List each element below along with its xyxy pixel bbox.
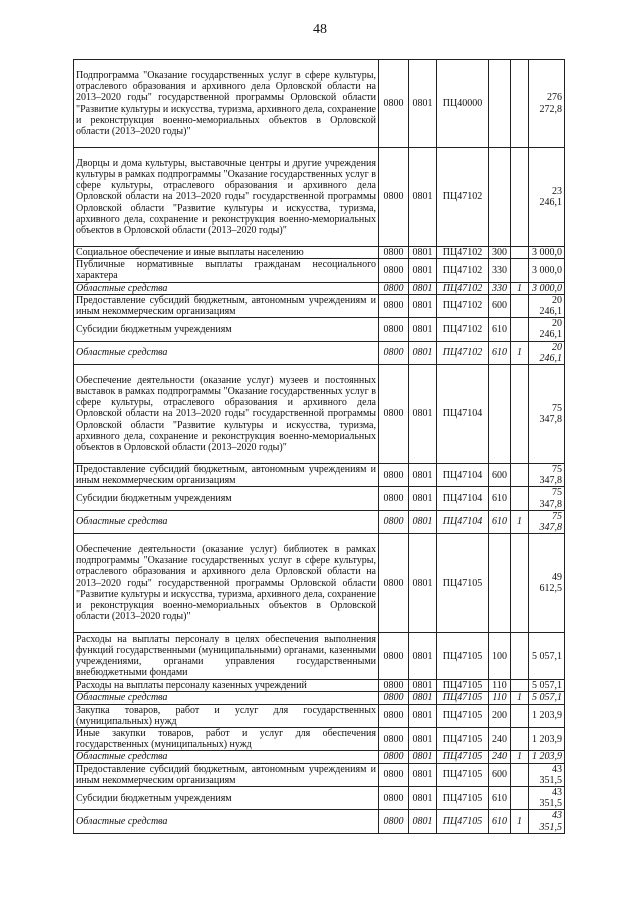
row-department-code: 0800 [379, 247, 409, 259]
table-row [74, 810, 565, 833]
row-section-code: 0801 [409, 247, 437, 259]
row-description: Областные средства [74, 751, 379, 763]
row-amount: 3 000,0 [529, 259, 565, 282]
row-target-code: ПЦ47105 [437, 763, 489, 786]
row-target-code: ПЦ47105 [437, 680, 489, 692]
row-department-code: 0800 [379, 259, 409, 282]
row-target-code: ПЦ47104 [437, 365, 489, 464]
row-expense-type-code: 200 [489, 704, 511, 727]
table-row [74, 464, 565, 487]
row-department-code: 0800 [379, 148, 409, 247]
row-section-code: 0801 [409, 787, 437, 810]
row-target-code: ПЦ40000 [437, 60, 489, 148]
row-department-code: 0800 [379, 704, 409, 727]
row-amount: 43 351,5 [529, 810, 565, 833]
row-source-code [511, 259, 529, 282]
row-target-code: ПЦ47102 [437, 259, 489, 282]
row-section-code: 0801 [409, 728, 437, 751]
row-expense-type-code: 600 [489, 763, 511, 786]
row-description: Публичные нормативные выплаты гражданам несоциального характера [74, 259, 379, 282]
row-expense-type-code: 610 [489, 810, 511, 833]
row-section-code: 0801 [409, 60, 437, 148]
row-description: Областные средства [74, 282, 379, 294]
row-expense-type-code: 100 [489, 633, 511, 680]
row-description: Областные средства [74, 510, 379, 533]
row-source-code [511, 487, 529, 510]
row-source-code: 1 [511, 510, 529, 533]
row-target-code: ПЦ47104 [437, 510, 489, 533]
table-row [74, 60, 565, 148]
row-expense-type-code: 610 [489, 787, 511, 810]
row-department-code: 0800 [379, 341, 409, 364]
row-target-code: ПЦ47102 [437, 148, 489, 247]
row-amount: 1 203,9 [529, 704, 565, 727]
row-department-code: 0800 [379, 294, 409, 317]
budget-table-body [74, 60, 565, 834]
row-expense-type-code: 600 [489, 464, 511, 487]
row-amount: 276 272,8 [529, 60, 565, 148]
row-description: Субсидии бюджетным учреждениям [74, 487, 379, 510]
row-source-code [511, 60, 529, 148]
row-expense-type-code [489, 534, 511, 633]
row-section-code: 0801 [409, 510, 437, 533]
budget-table [73, 59, 565, 834]
table-row [74, 534, 565, 633]
row-expense-type-code: 240 [489, 728, 511, 751]
row-department-code: 0800 [379, 633, 409, 680]
row-source-code [511, 680, 529, 692]
row-section-code: 0801 [409, 704, 437, 727]
row-amount: 1 203,9 [529, 728, 565, 751]
row-amount: 43 351,5 [529, 763, 565, 786]
row-target-code: ПЦ47102 [437, 294, 489, 317]
row-target-code: ПЦ47105 [437, 810, 489, 833]
row-section-code: 0801 [409, 318, 437, 341]
row-department-code: 0800 [379, 318, 409, 341]
row-source-code [511, 763, 529, 786]
row-amount: 20 246,1 [529, 341, 565, 364]
row-description: Социальное обеспечение и иные выплаты населению [74, 247, 379, 259]
row-expense-type-code [489, 60, 511, 148]
row-description: Предоставление субсидий бюджетным, автономным учреждениям и иным некоммерческим организациям [74, 294, 379, 317]
row-amount: 75 347,8 [529, 365, 565, 464]
table-row [74, 487, 565, 510]
row-description: Предоставление субсидий бюджетным, автономным учреждениям и иным некоммерческим организациям [74, 763, 379, 786]
row-target-code: ПЦ47105 [437, 692, 489, 704]
row-expense-type-code: 610 [489, 510, 511, 533]
row-description: Закупка товаров, работ и услуг для государственных (муниципальных) нужд [74, 704, 379, 727]
row-source-code: 1 [511, 751, 529, 763]
row-amount: 49 612,5 [529, 534, 565, 633]
row-department-code: 0800 [379, 60, 409, 148]
row-description: Дворцы и дома культуры, выставочные центры и другие учреждения культуры в рамках подпрограммы "Оказание государственных услуг в сфере культуры, отраслевого образования и архивного дела Орловской области на 2013–2020 годы" государственной программы Орловской области "Развитие культуры и искусства, туризма, архивного дела, сохранение и реконструкция военно-мемориальных объектов в Орловской области (2013–2020 годы)" [74, 148, 379, 247]
row-description: Областные средства [74, 341, 379, 364]
row-amount: 43 351,5 [529, 787, 565, 810]
row-department-code: 0800 [379, 487, 409, 510]
row-amount: 5 057,1 [529, 692, 565, 704]
row-department-code: 0800 [379, 787, 409, 810]
row-expense-type-code [489, 365, 511, 464]
table-row [74, 365, 565, 464]
row-section-code: 0801 [409, 534, 437, 633]
row-amount: 23 246,1 [529, 148, 565, 247]
table-row [74, 763, 565, 786]
row-description: Расходы на выплаты персоналу казенных учреждений [74, 680, 379, 692]
row-description: Обеспечение деятельности (оказание услуг) библиотек в рамках подпрограммы "Оказание государственных услуг в сфере культуры, отраслевого образования и архивного дела Орловской области на 2013–2020 годы" государственной программы Орловской области "Развитие культуры и искусства, туризма, архивного дела, сохранение и реконструкция военно-мемориальных объектов в Орловской области (2013–2020 годы)" [74, 534, 379, 633]
row-department-code: 0800 [379, 510, 409, 533]
row-expense-type-code: 300 [489, 247, 511, 259]
row-expense-type-code [489, 148, 511, 247]
table-row [74, 692, 565, 704]
row-source-code [511, 148, 529, 247]
row-source-code: 1 [511, 282, 529, 294]
row-expense-type-code: 240 [489, 751, 511, 763]
row-target-code: ПЦ47105 [437, 751, 489, 763]
table-row [74, 247, 565, 259]
row-source-code [511, 247, 529, 259]
row-description: Областные средства [74, 810, 379, 833]
row-description: Предоставление субсидий бюджетным, автономным учреждениям и иным некоммерческим организациям [74, 464, 379, 487]
row-amount: 75 347,8 [529, 510, 565, 533]
row-department-code: 0800 [379, 464, 409, 487]
row-target-code: ПЦ47105 [437, 787, 489, 810]
row-source-code [511, 728, 529, 751]
table-row [74, 318, 565, 341]
row-expense-type-code: 610 [489, 341, 511, 364]
row-department-code: 0800 [379, 810, 409, 833]
row-description: Субсидии бюджетным учреждениям [74, 318, 379, 341]
row-source-code [511, 633, 529, 680]
row-section-code: 0801 [409, 810, 437, 833]
row-target-code: ПЦ47105 [437, 534, 489, 633]
table-row [74, 282, 565, 294]
row-source-code: 1 [511, 692, 529, 704]
row-expense-type-code: 110 [489, 680, 511, 692]
table-row [74, 680, 565, 692]
row-amount: 5 057,1 [529, 680, 565, 692]
row-target-code: ПЦ47104 [437, 464, 489, 487]
row-target-code: ПЦ47102 [437, 318, 489, 341]
row-department-code: 0800 [379, 692, 409, 704]
page-number: 48 [313, 22, 327, 37]
row-section-code: 0801 [409, 294, 437, 317]
row-section-code: 0801 [409, 365, 437, 464]
row-department-code: 0800 [379, 534, 409, 633]
row-department-code: 0800 [379, 282, 409, 294]
row-source-code [511, 704, 529, 727]
row-target-code: ПЦ47105 [437, 704, 489, 727]
row-target-code: ПЦ47105 [437, 728, 489, 751]
table-row [74, 148, 565, 247]
row-target-code: ПЦ47102 [437, 282, 489, 294]
row-amount: 75 347,8 [529, 464, 565, 487]
row-section-code: 0801 [409, 487, 437, 510]
row-description: Иные закупки товаров, работ и услуг для обеспечения государственных (муниципальных) нужд [74, 728, 379, 751]
table-row [74, 728, 565, 751]
row-source-code [511, 787, 529, 810]
row-expense-type-code: 600 [489, 294, 511, 317]
row-target-code: ПЦ47102 [437, 341, 489, 364]
row-expense-type-code: 610 [489, 318, 511, 341]
row-expense-type-code: 610 [489, 487, 511, 510]
table-row [74, 259, 565, 282]
row-amount: 20 246,1 [529, 294, 565, 317]
row-department-code: 0800 [379, 751, 409, 763]
table-row [74, 294, 565, 317]
row-section-code: 0801 [409, 633, 437, 680]
row-description: Расходы на выплаты персоналу в целях обеспечения выполнения функций государственными (муниципальными) органами, казенными учреждениями, органами управления государственными внебюджетными фондами [74, 633, 379, 680]
row-expense-type-code: 110 [489, 692, 511, 704]
row-section-code: 0801 [409, 148, 437, 247]
row-department-code: 0800 [379, 763, 409, 786]
row-source-code [511, 534, 529, 633]
row-department-code: 0800 [379, 680, 409, 692]
row-amount: 1 203,9 [529, 751, 565, 763]
row-department-code: 0800 [379, 365, 409, 464]
row-target-code: ПЦ47105 [437, 633, 489, 680]
row-section-code: 0801 [409, 763, 437, 786]
row-amount: 5 057,1 [529, 633, 565, 680]
row-description: Подпрограмма "Оказание государственных услуг в сфере культуры, отраслевого образования и архивного дела Орловской области на 2013–2020 годы" государственной программы Орловской области "Развитие культуры и искусства, туризма, архивного дела, сохранение и реконструкция военно-мемориальных объектов в Орловской области (2013–2020 годы)" [74, 60, 379, 148]
row-source-code: 1 [511, 810, 529, 833]
row-section-code: 0801 [409, 464, 437, 487]
row-section-code: 0801 [409, 282, 437, 294]
row-source-code: 1 [511, 341, 529, 364]
row-section-code: 0801 [409, 692, 437, 704]
row-section-code: 0801 [409, 341, 437, 364]
row-description: Субсидии бюджетным учреждениям [74, 787, 379, 810]
table-row [74, 510, 565, 533]
row-source-code [511, 294, 529, 317]
table-row [74, 787, 565, 810]
row-department-code: 0800 [379, 728, 409, 751]
row-section-code: 0801 [409, 680, 437, 692]
table-row [74, 704, 565, 727]
row-amount: 3 000,0 [529, 282, 565, 294]
table-row [74, 633, 565, 680]
row-source-code [511, 318, 529, 341]
row-amount: 3 000,0 [529, 247, 565, 259]
row-amount: 75 347,8 [529, 487, 565, 510]
row-source-code [511, 365, 529, 464]
row-amount: 20 246,1 [529, 318, 565, 341]
table-row [74, 751, 565, 763]
row-section-code: 0801 [409, 259, 437, 282]
table-row [74, 341, 565, 364]
row-expense-type-code: 330 [489, 259, 511, 282]
row-source-code [511, 464, 529, 487]
row-description: Областные средства [74, 692, 379, 704]
row-section-code: 0801 [409, 751, 437, 763]
row-expense-type-code: 330 [489, 282, 511, 294]
row-target-code: ПЦ47102 [437, 247, 489, 259]
row-target-code: ПЦ47104 [437, 487, 489, 510]
row-description: Обеспечение деятельности (оказание услуг) музеев и постоянных выставок в рамках подпрограммы "Оказание государственных услуг в сфере культуры, отраслевого образования и архивного дела Орловской области на 2013–2020 годы" государственной программы Орловской области "Развитие культуры и искусства, туризма, архивного дела, сохранение и реконструкция военно-мемориальных объектов в Орловской области (2013–2020 годы)" [74, 365, 379, 464]
